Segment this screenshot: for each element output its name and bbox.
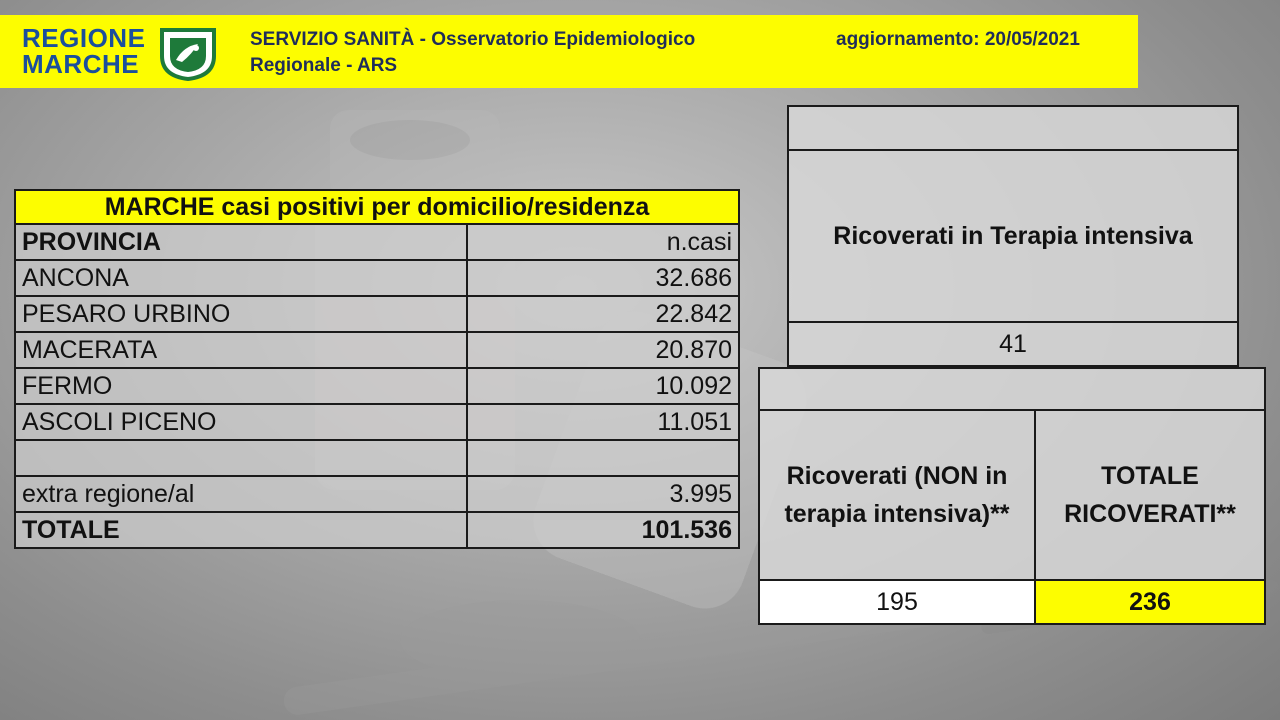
table-header-row: [15, 224, 739, 260]
icu-empty-row: [788, 106, 1238, 150]
province-cases: 20.870: [467, 332, 739, 368]
icu-label-row: [788, 150, 1238, 322]
service-title: [250, 27, 695, 79]
service-title-line-1: SERVIZIO SANITÀ - Osservatorio Epidemiologico: [250, 29, 696, 50]
table-row: [15, 368, 739, 404]
hosp-empty-row: [759, 368, 1265, 410]
hosp-empty-cell: [759, 368, 1265, 410]
total-label: TOTALE: [15, 512, 467, 548]
logo-line-2: MARCHE: [22, 49, 140, 79]
province-cases: 32.686: [467, 260, 739, 296]
table-row: [15, 404, 739, 440]
total-value: 101.536: [467, 512, 739, 548]
non-icu-value: 195: [759, 580, 1035, 624]
table-row: [15, 476, 739, 512]
province-name: ANCONA: [15, 260, 467, 296]
total-hospitalized-label: TOTALE RICOVERATI**: [1035, 410, 1265, 580]
logo-line-1: REGIONE: [22, 23, 146, 53]
total-hospitalized-value: 236: [1035, 580, 1265, 624]
icu-label: Ricoverati in Terapia intensiva: [788, 150, 1238, 322]
province-name: MACERATA: [15, 332, 467, 368]
province-cases: 22.842: [467, 296, 739, 332]
table-row: [15, 260, 739, 296]
icu-table: [787, 105, 1239, 367]
region-emblem-icon: [158, 26, 218, 81]
table-title: MARCHE casi positivi per domicilio/residenza: [15, 190, 739, 224]
column-header-cases: n.casi: [467, 224, 739, 260]
province-name: extra regione/al: [15, 476, 467, 512]
icu-empty-cell: [788, 106, 1238, 150]
province-cases: 11.051: [467, 404, 739, 440]
hosp-label-row: [759, 410, 1265, 580]
province-cases: 3.995: [467, 476, 739, 512]
region-logo-text: [22, 25, 145, 77]
table-row: [15, 332, 739, 368]
header-bar: [0, 15, 1138, 88]
province-cases: [467, 440, 739, 476]
table-title-row: [15, 190, 739, 224]
table-row: [15, 440, 739, 476]
hospitalized-table: [758, 367, 1266, 625]
column-header-province: PROVINCIA: [15, 224, 467, 260]
province-name: [15, 440, 467, 476]
table-row: [15, 296, 739, 332]
province-cases: 10.092: [467, 368, 739, 404]
hosp-value-row: [759, 580, 1265, 624]
total-row: [15, 512, 739, 548]
non-icu-label: Ricoverati (NON in terapia intensiva)**: [759, 410, 1035, 580]
province-cases-table: [14, 189, 740, 549]
province-name: PESARO URBINO: [15, 296, 467, 332]
province-name: FERMO: [15, 368, 467, 404]
update-date: aggiornamento: 20/05/2021: [836, 29, 1080, 50]
province-name: ASCOLI PICENO: [15, 404, 467, 440]
icu-value: 41: [788, 322, 1238, 366]
service-title-line-2: Regionale - ARS: [250, 55, 398, 76]
icu-value-row: [788, 322, 1238, 366]
